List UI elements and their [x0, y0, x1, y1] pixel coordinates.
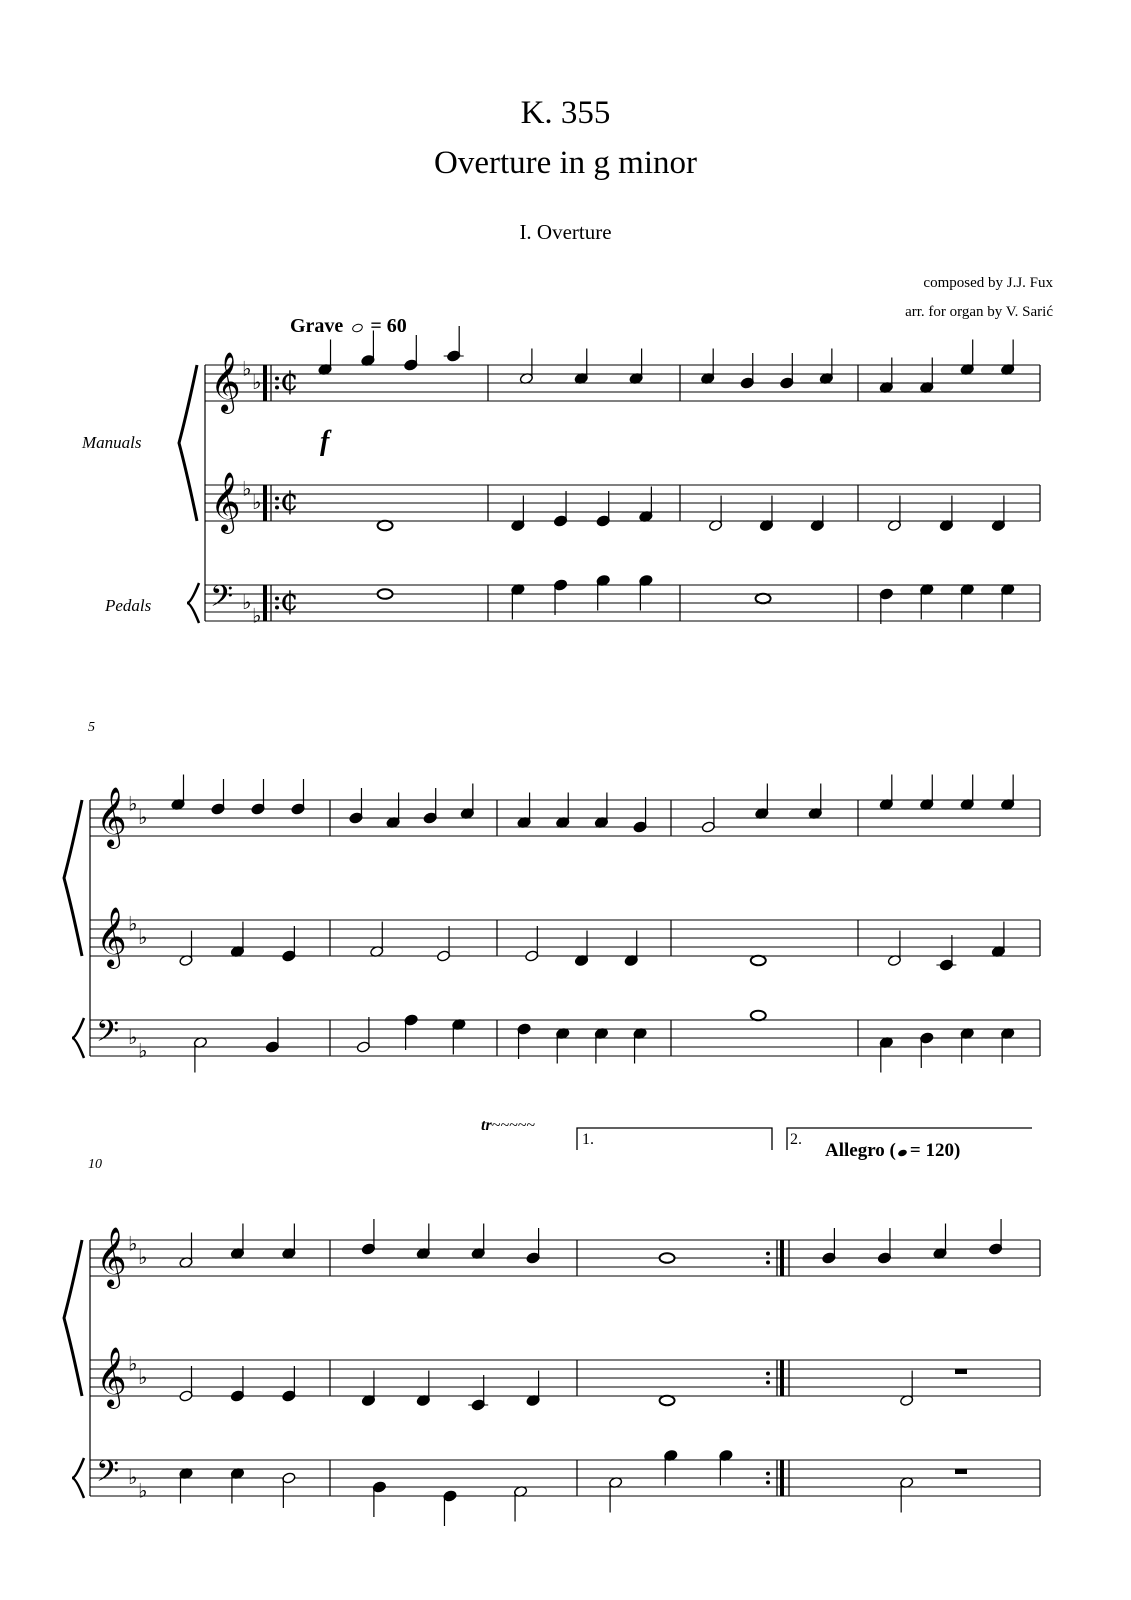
flat-icon: ♭ — [138, 1478, 148, 1503]
manuals-brace — [64, 1240, 82, 1396]
flat-icon: ♭ — [138, 1038, 148, 1063]
measure-number-5: 5 — [88, 720, 95, 735]
repeat-thick-bar — [263, 365, 267, 401]
flat-icon: ♭ — [252, 370, 262, 394]
pedals-brace — [187, 583, 199, 623]
instrument-pedals: Pedals — [105, 596, 152, 615]
volta-first-label: 1. — [582, 1131, 594, 1148]
repeat-dot — [766, 1372, 770, 1376]
repeat-dot — [766, 1252, 770, 1256]
repeat-dot — [766, 1261, 770, 1265]
treble-clef-icon: 𝄞 — [210, 352, 241, 412]
treble-clef-icon: 𝄞 — [210, 472, 241, 532]
repeat-thick-bar — [263, 585, 267, 621]
repeat-thick-bar — [780, 1460, 784, 1496]
measure-number-10: 10 — [88, 1157, 102, 1172]
trill-label: tr — [481, 1117, 492, 1134]
bass-clef-icon: 𝄢 — [96, 1015, 120, 1056]
composer-credit: composed by J.J. Fux — [923, 275, 1053, 291]
repeat-dot — [275, 606, 279, 610]
flat-icon: ♭ — [138, 1245, 148, 1269]
tempo-allegro-label: Allegro ( — [825, 1140, 896, 1161]
instrument-manuals: Manuals — [82, 433, 142, 452]
cut-time-icon: ¢ — [280, 483, 300, 519]
repeat-dot — [275, 497, 279, 501]
whole-note — [378, 521, 393, 531]
treble-clef-icon: 𝄞 — [96, 907, 127, 967]
repeat-dot — [275, 386, 279, 390]
tempo-grave-value: = 60 — [370, 315, 407, 337]
movement-title: I. Overture — [519, 220, 612, 244]
whole-note — [660, 1396, 675, 1406]
treble-clef-icon: 𝄞 — [96, 1227, 127, 1287]
whole-rest — [955, 1369, 967, 1374]
whole-note — [751, 1011, 766, 1021]
cut-time-icon: ¢ — [280, 363, 300, 399]
flat-icon: ♭ — [128, 911, 138, 936]
treble-clef-icon: 𝄞 — [96, 787, 127, 847]
whole-note — [756, 594, 771, 604]
flat-icon: ♭ — [242, 356, 252, 381]
flat-icon: ♭ — [138, 925, 148, 949]
pedals-brace — [72, 1458, 84, 1498]
flat-icon: ♭ — [242, 476, 252, 501]
piece-title: Overture in g minor — [433, 145, 698, 181]
whole-rest — [955, 1469, 967, 1474]
flat-icon: ♭ — [252, 490, 262, 514]
whole-note — [378, 589, 393, 599]
flat-icon: ♭ — [128, 1351, 138, 1376]
repeat-dot — [275, 506, 279, 510]
whole-note — [751, 956, 766, 966]
repeat-thick-bar — [263, 485, 267, 521]
manuals-brace — [64, 800, 82, 956]
repeat-dot — [766, 1472, 770, 1476]
volta-first-bracket — [577, 1128, 772, 1150]
tempo-grave-label: Grave — [290, 315, 344, 337]
volta-second-label: 2. — [790, 1131, 802, 1148]
flat-icon: ♭ — [128, 1025, 138, 1049]
cut-time-icon: ¢ — [280, 583, 300, 619]
repeat-thick-bar — [780, 1240, 784, 1276]
trill-wave: ~~~~~ — [491, 1117, 535, 1134]
tempo-allegro-value: = 120) — [909, 1140, 961, 1161]
flat-icon: ♭ — [242, 590, 252, 614]
bass-clef-icon: 𝄢 — [96, 1455, 120, 1496]
whole-note — [660, 1253, 675, 1263]
repeat-dot — [766, 1481, 770, 1485]
manuals-brace — [179, 365, 197, 521]
catalog-number: K. 355 — [520, 95, 611, 131]
pedals-brace — [72, 1018, 84, 1058]
repeat-dot — [766, 1381, 770, 1385]
arranger-credit: arr. for organ by V. Sarić — [905, 304, 1053, 320]
flat-icon: ♭ — [138, 1365, 148, 1389]
flat-icon: ♭ — [252, 603, 262, 628]
flat-icon: ♭ — [138, 805, 148, 829]
flat-icon: ♭ — [128, 791, 138, 816]
repeat-dot — [275, 377, 279, 381]
volta-second-bracket — [787, 1128, 1032, 1150]
repeat-thick-bar — [780, 1360, 784, 1396]
bass-clef-icon: 𝄢 — [210, 580, 234, 621]
flat-icon: ♭ — [128, 1465, 138, 1489]
repeat-dot — [275, 597, 279, 601]
dynamic-forte: f — [320, 426, 330, 457]
flat-icon: ♭ — [128, 1231, 138, 1256]
treble-clef-icon: 𝄞 — [96, 1347, 127, 1407]
